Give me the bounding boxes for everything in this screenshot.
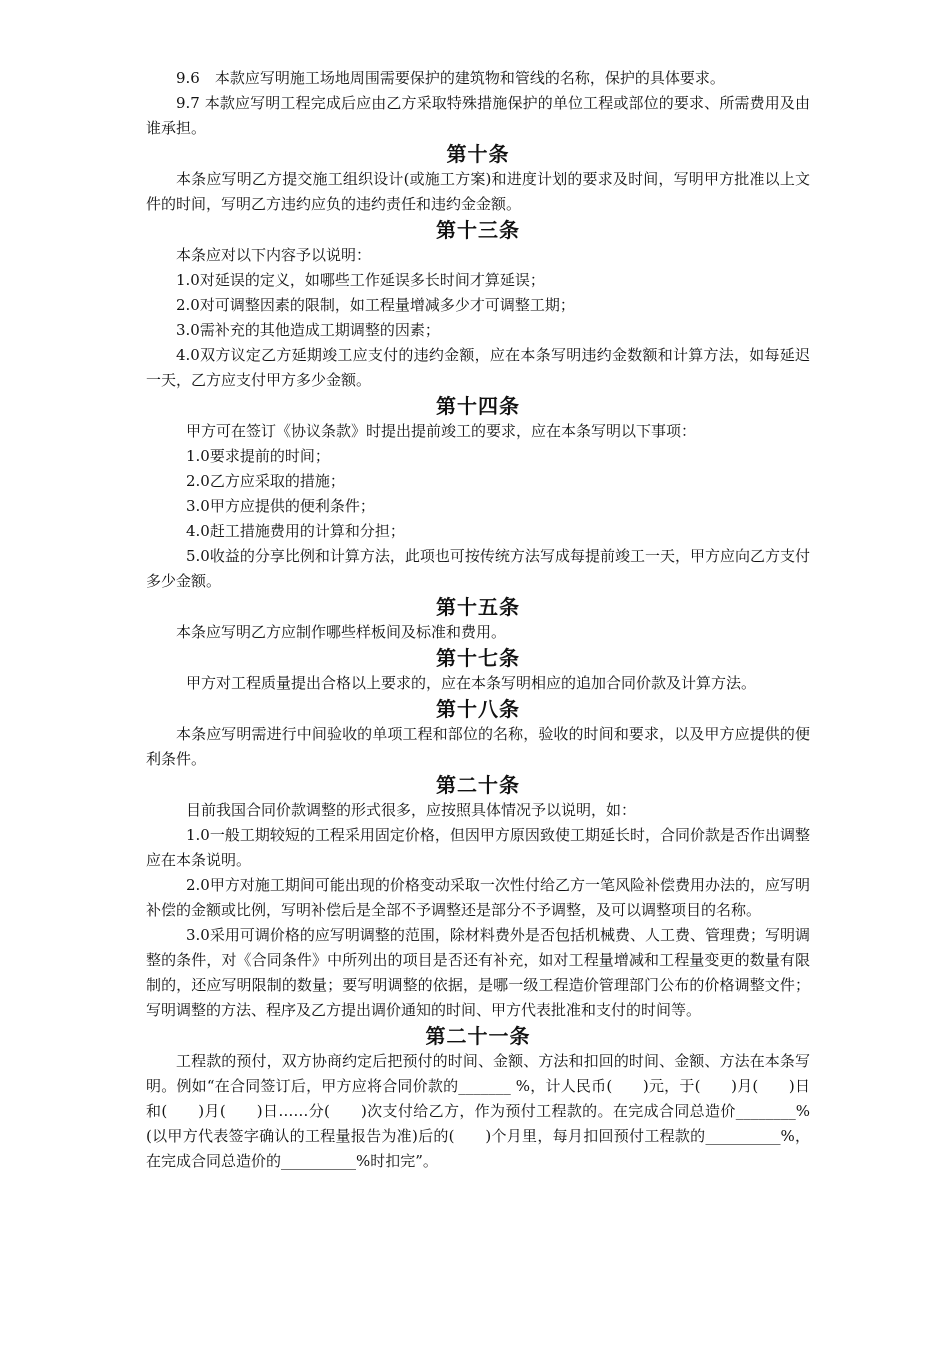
heading-article-20: 第二十条 — [436, 773, 520, 797]
paragraph-article-14-intro: 甲方可在签订《协议条款》时提出提前竣工的要求，应在本条写明以下事项： — [186, 422, 697, 440]
list-item-13-1: 1.0对延误的定义，如哪些工作延误多长时间才算延误； — [176, 271, 545, 289]
heading-article-21: 第二十一条 — [425, 1024, 531, 1048]
document-page — [146, 66, 810, 1174]
heading-article-13: 第十三条 — [436, 218, 520, 242]
heading-article-10: 第十条 — [446, 142, 510, 166]
list-item-14-2: 2.0乙方应采取的措施； — [186, 472, 345, 490]
list-item-14-3: 3.0甲方应提供的便利条件； — [186, 497, 375, 515]
list-item-14-1: 1.0要求提前的时间； — [186, 447, 330, 465]
paragraph-9-7: 9.7 本款应写明工程完成后应由乙方采取特殊措施保护的单位工程或部位的要求、所需费用及由谁承担。 — [146, 94, 810, 137]
list-item-13-4: 4.0双方议定乙方延期竣工应支付的违约金额，应在本条写明违约金数额和计算方法，如每延迟一天，乙方应支付甲方多少金额。 — [146, 346, 810, 389]
paragraph-article-20-intro: 目前我国合同价款调整的形式很多，应按照具体情况予以说明，如： — [186, 801, 637, 819]
heading-article-15: 第十五条 — [436, 595, 520, 619]
heading-article-18: 第十八条 — [436, 697, 520, 721]
list-item-13-2: 2.0对可调整因素的限制，如工程量增减多少才可调整工期； — [176, 296, 575, 314]
paragraph-article-15: 本条应写明乙方应制作哪些样板间及标准和费用。 — [176, 623, 507, 641]
list-item-14-4: 4.0赶工措施费用的计算和分担； — [186, 522, 405, 540]
list-item-14-5: 5.0收益的分享比例和计算方法，此项也可按传统方法写成每提前竣工一天，甲方应向乙方支付多少金额。 — [146, 547, 810, 590]
paragraph-article-10: 本条应写明乙方提交施工组织设计(或施工方案)和进度计划的要求及时间，写明甲方批准以上文件的时间，写明乙方违约应负的违约责任和违约金金额。 — [146, 170, 810, 213]
paragraph-article-21: 工程款的预付，双方协商约定后把预付的时间、金额、方法和扣回的时间、金额、方法在本条写明。例如“在合同签订后，甲方应将合同价款的_______ %，计人民币( )元，于( )月( )日和( )月( )日……分( )次支付给乙方，作为预付工程款的。在完成合同总造价________%(以甲方代表签字确认的工程量报告为准)后的( )个月里，每月扣回预付工程款的__________%，在完成合同总造价的__________%时扣完”。 — [146, 1052, 810, 1170]
list-item-13-3: 3.0需补充的其他造成工期调整的因素； — [176, 321, 440, 339]
list-item-20-1: 1.0一般工期较短的工程采用固定价格，但因甲方原因致使工期延长时，合同价款是否作出调整应在本条说明。 — [146, 826, 810, 869]
paragraph-article-17: 甲方对工程质量提出合格以上要求的，应在本条写明相应的追加合同价款及计算方法。 — [186, 674, 757, 692]
list-item-20-2: 2.0甲方对施工期间可能出现的价格变动采取一次性付给乙方一笔风险补偿费用办法的，应写明补偿的金额或比例，写明补偿后是全部不予调整还是部分不予调整，及可以调整项目的名称。 — [146, 876, 810, 919]
heading-article-14: 第十四条 — [436, 394, 520, 418]
heading-article-17: 第十七条 — [436, 646, 520, 670]
list-item-20-3: 3.0采用可调价格的应写明调整的范围，除材料费外是否包括机械费、人工费、管理费；写明调整的条件，对《合同条件》中所列出的项目是否还有补充，如对工程量增减和工程量变更的数量有限制的，还应写明限制的数量；要写明调整的依据，是哪一级工程造价管理部门公布的价格调整文件；写明调整的方法、程序及乙方提出调价通知的时间、甲方代表批准和支付的时间等。 — [146, 926, 810, 1019]
paragraph-article-13-intro: 本条应对以下内容予以说明： — [176, 246, 372, 264]
paragraph-9-6: 9.6 本款应写明施工场地周围需要保护的建筑物和管线的名称，保护的具体要求。 — [176, 69, 725, 87]
paragraph-article-18: 本条应写明需进行中间验收的单项工程和部位的名称，验收的时间和要求，以及甲方应提供的便利条件。 — [146, 725, 810, 768]
